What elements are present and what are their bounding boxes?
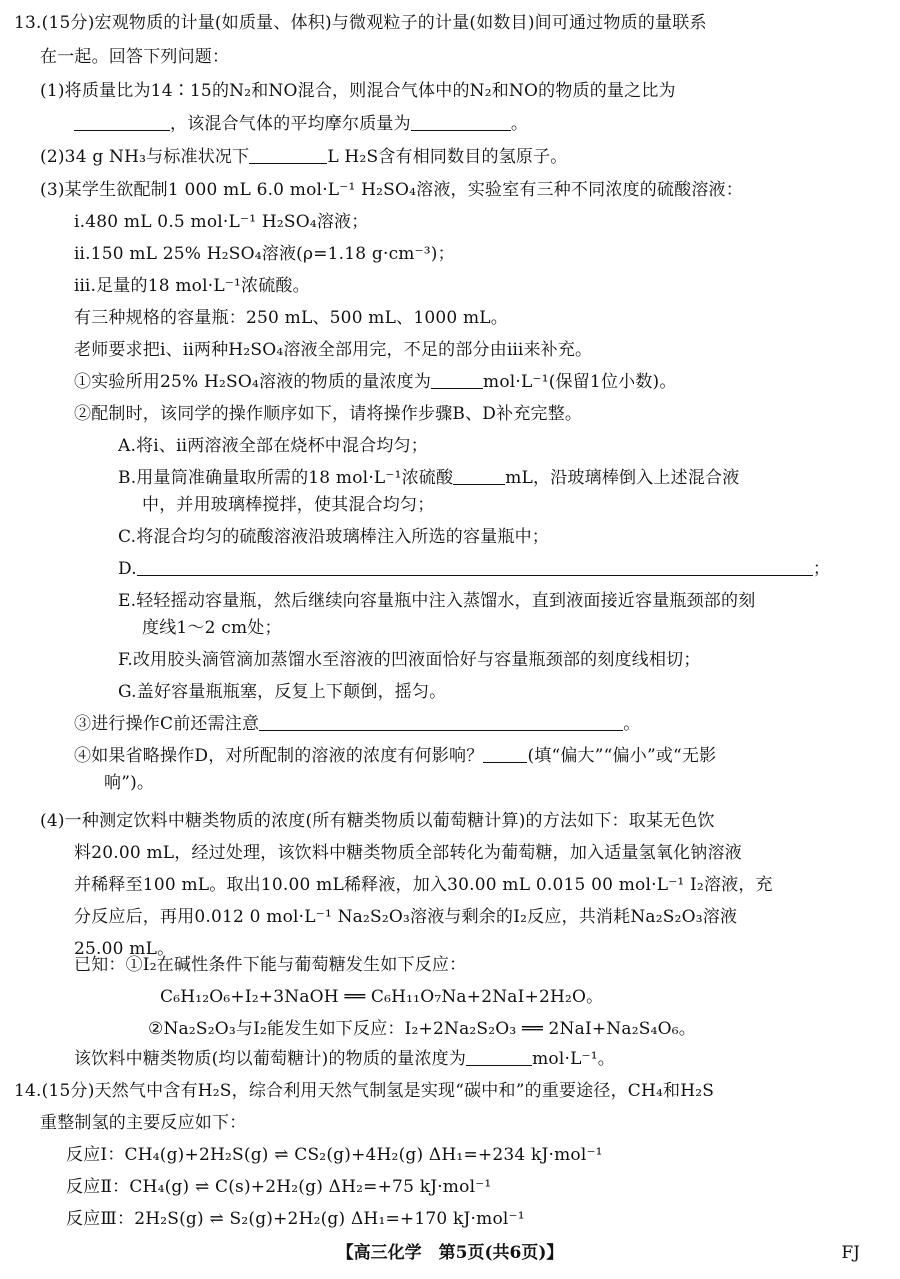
q14-reaction-2: 反应Ⅱ：CH₄(g) ⇌ C(s)+2H₂(g) ΔH₂=+75 kJ·mol⁻¹ [66,1177,492,1197]
answer-blank[interactable] [466,1049,532,1066]
known-intro: 已知：①I₂在碱性条件下能与葡萄糖发生如下反应： [74,955,467,975]
flask-specs: 有三种规格的容量瓶：250 mL、500 mL、1000 mL。 [74,308,508,328]
q13-part4-l5: 25.00 mL。 [74,939,175,959]
reaction-eq-2: ②Na₂S₂O₃与I₂能发生如下反应：I₂+2Na₂S₂O₃ ══ 2NaI+Na₂S₄O₆。 [148,1019,696,1039]
subq-2: ②配制时，该同学的操作顺序如下，请将操作步骤B、D补充完整。 [74,404,583,424]
subq-1: ①实验所用25% H₂SO₄溶液的物质的量浓度为 mol·L⁻¹(保留1位小数)。 [74,372,677,392]
q13-header: 13.(15分)宏观物质的计量(如质量、体积)与微观粒子的计量(如数目)间可通过物质的量联系 [14,13,707,33]
q13-part2: (2)34 g NH₃与标准状况下 L H₂S含有相同数目的氢原子。 [40,147,568,167]
q14-header: 14.(15分)天然气中含有H₂S，综合利用天然气制氢是实现“碳中和”的重要途径，CH₄和H₂S [14,1081,715,1101]
teacher-requirement: 老师要求把ⅰ、ⅱ两种H₂SO₄溶液全部用完，不足的部分由ⅲ来补充。 [74,340,593,360]
q14-header-cont: 重整制氢的主要反应如下： [40,1113,247,1133]
answer-blank[interactable] [249,147,327,164]
q14-reaction-1: 反应Ⅰ：CH₄(g)+2H₂S(g) ⇌ CS₂(g)+4H₂(g) ΔH₁=+234 kJ·mol⁻¹ [66,1145,603,1165]
step-b-cont: 中，并用玻璃棒搅拌，使其混合均匀； [142,495,435,515]
answer-blank[interactable] [411,114,511,131]
answer-blank[interactable] [259,714,623,731]
answer-blank[interactable] [483,746,527,763]
footer-page-info: 【高三化学 第5页(共6页)】 [336,1243,564,1263]
q13-header-cont: 在一起。回答下列问题： [40,47,230,67]
answer-blank[interactable] [453,468,505,485]
answer-blank[interactable] [431,372,483,389]
step-c: C.将混合均匀的硫酸溶液沿玻璃棒注入所选的容量瓶中； [118,527,550,547]
q13-part4-question: 该饮料中糖类物质(均以葡萄糖计)的物质的量浓度为 mol·L⁻¹。 [74,1049,615,1069]
q13-part3: (3)某学生欲配制1 000 mL 6.0 mol·L⁻¹ H₂SO₄溶液，实验室有三种不同浓度的硫酸溶液： [40,180,743,200]
q13-part4-l4: 分反应后，再用0.012 0 mol·L⁻¹ Na₂S₂O₃溶液与剩余的I₂反应，共消耗Na₂S₂O₃溶液 [74,907,738,927]
step-e: E.轻轻摇动容量瓶，然后继续向容量瓶中注入蒸馏水，直到液面接近容量瓶颈部的刻 [118,591,756,611]
footer-code: FJ [841,1243,860,1263]
step-e-cont: 度线1～2 cm处； [142,618,282,638]
q14-reaction-3: 反应Ⅲ：2H₂S(g) ⇌ S₂(g)+2H₂(g) ΔH₁=+170 kJ·mol⁻¹ [66,1209,525,1229]
step-b: B.用量筒准确量取所需的18 mol·L⁻¹浓硫酸 mL，沿玻璃棒倒入上述混合液 [118,468,740,488]
q13-part1-cont: ，该混合气体的平均摩尔质量为 。 [74,113,528,135]
q13-part1: (1)将质量比为14∶15的N₂和NO混合，则混合气体中的N₂和NO的物质的量之比为 [40,81,676,101]
step-f: F.改用胶头滴管滴加蒸馏水至溶液的凹液面恰好与容量瓶颈部的刻度线相切； [118,650,701,670]
reaction-eq-1: C₆H₁₂O₆+I₂+3NaOH ══ C₆H₁₁O₇Na+2NaI+2H₂O。 [160,987,604,1007]
subq-4-cont: 响”)。 [104,773,155,793]
step-a: A.将ⅰ、ⅱ两溶液全部在烧杯中混合均匀； [118,436,428,456]
subq-3: ③进行操作C前还需注意 。 [74,714,641,734]
q13-part4-l2: 料20.00 mL，经过处理，该饮料中糖类物质全部转化为葡萄糖，加入适量氢氧化钠溶液 [74,843,742,863]
solution-i: ⅰ.480 mL 0.5 mol·L⁻¹ H₂SO₄溶液； [74,212,369,232]
q13-part4-l3: 并稀释至100 mL。取出10.00 mL稀释液，加入30.00 mL 0.015 00 mol·L⁻¹ I₂溶液，充 [74,875,773,895]
solution-iii: ⅲ.足量的18 mol·L⁻¹浓硫酸。 [74,276,310,296]
subq-4: ④如果省略操作D，对所配制的溶液的浓度有何影响？ (填“偏大”“偏小”或“无影 [74,746,717,766]
answer-blank[interactable] [74,114,170,131]
q13-part4: (4)一种测定饮料中糖类物质的浓度(所有糖类物质以葡萄糖计算)的方法如下：取某无色饮 [40,811,715,831]
solution-ii: ⅱ.150 mL 25% H₂SO₄溶液(ρ=1.18 g·cm⁻³)； [74,244,455,264]
step-g: G.盖好容量瓶瓶塞，反复上下颠倒，摇匀。 [118,682,447,702]
answer-blank[interactable] [137,559,813,576]
step-d: D. ； [118,559,831,579]
